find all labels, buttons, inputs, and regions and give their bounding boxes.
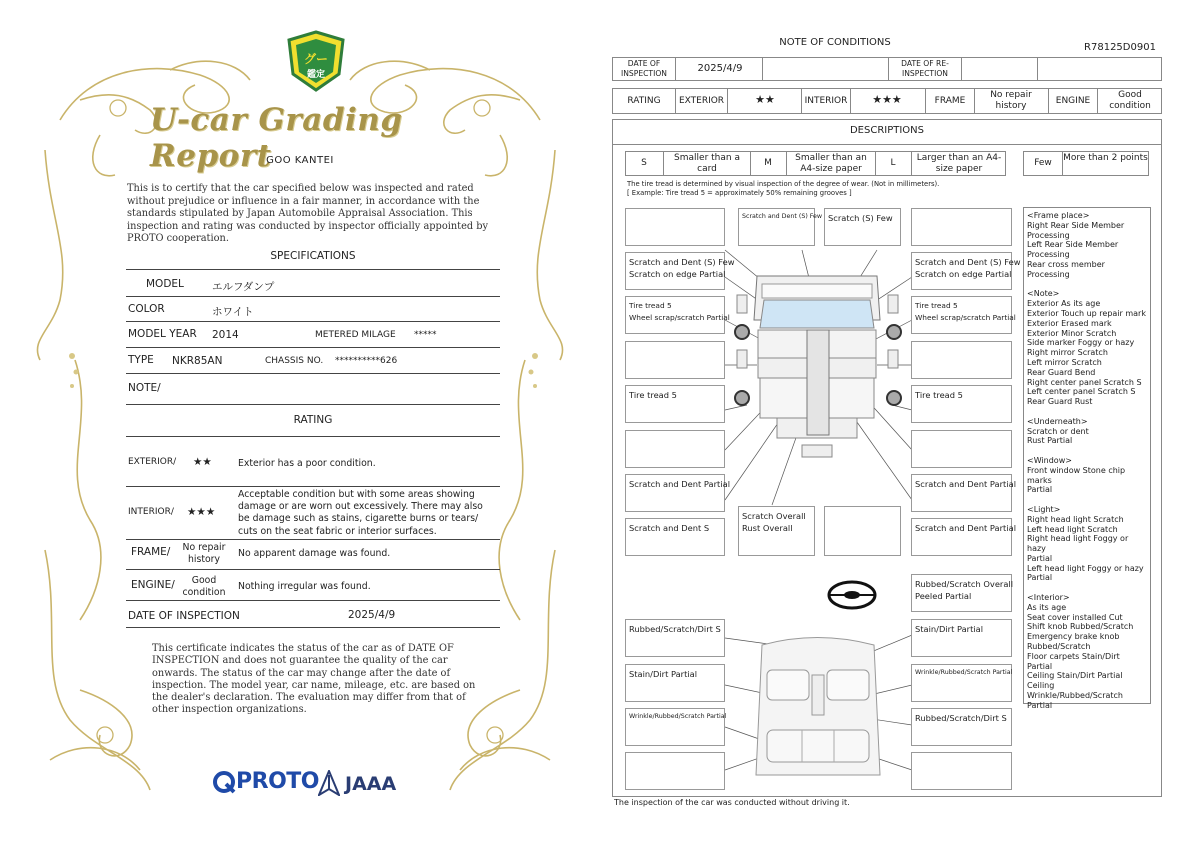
condition-box [625, 208, 725, 246]
notes-line: Rear Guard Bend [1027, 367, 1096, 377]
divider [126, 321, 500, 322]
condition-box: Scratch and Dent (S) Few Scratch on edge Partial [625, 252, 725, 290]
divider [126, 404, 500, 405]
notes-gap [1027, 583, 1147, 593]
interior-stars: ★★★ [187, 506, 216, 518]
model-label: MODEL [146, 278, 184, 290]
condition-box: Scratch (S) Few [824, 208, 901, 246]
notes-line: Scratch or dent [1027, 426, 1089, 436]
frame-label: FRAME [934, 96, 966, 106]
condition-box [625, 430, 725, 468]
certify-text: This is to certify that the car specified below was inspected and rated without prejudice or influence in a fair manner, in accordance with the standards stipulated by Japan Automobile Appraisal Association. This inspection and rating was conducted by inspector officially appointed by PROTO cooperation. [127, 183, 489, 245]
chassis-label: CHASSIS NO. [265, 356, 324, 366]
notes-line: Right head light Foggy or hazy [1027, 534, 1129, 554]
model-value: エルフダンプ [212, 281, 275, 293]
notes-line: Front window Stone chip marks [1027, 465, 1126, 485]
condition-box [625, 752, 725, 790]
condition-box: Wrinkle/Rubbed/Scratch Partial [625, 708, 725, 746]
notes-line: Floor carpets Stain/Dirt Partial [1027, 651, 1120, 671]
condition-box [911, 430, 1012, 468]
legend-few: Few [1034, 158, 1052, 168]
condition-box: Wrinkle/Rubbed/Scratch Partial [911, 664, 1012, 702]
legend-m-desc: Smaller than an A4-size paper [795, 153, 867, 174]
notes-line: Right center panel Scratch S [1027, 377, 1142, 387]
notes-line: Left Rear Side Member [1027, 240, 1119, 250]
notes-line: Left center panel Scratch S [1027, 387, 1136, 397]
notes-gap [1027, 407, 1147, 417]
notes-line: Exterior Minor Scratch [1027, 328, 1117, 338]
date-inspection-value: 2025/4/9 [697, 63, 743, 74]
notes-gap [1027, 495, 1147, 505]
exterior-label: EXTERIOR [678, 96, 725, 106]
condition-box: Rubbed/Scratch/Dirt S [625, 619, 725, 657]
notes-line: Wrinkle/Rubbed/Scratch [1027, 691, 1123, 701]
report-subtitle: GOO KANTEI [266, 155, 334, 166]
condition-box: Scratch and Dent S [625, 518, 725, 556]
legend-s-desc: Smaller than a card [674, 153, 740, 174]
condition-box [911, 752, 1012, 790]
jaaa-logo-text: JAAA [345, 773, 397, 795]
divider [126, 600, 500, 601]
condition-box: Rubbed/Scratch Overall Peeled Partial [911, 574, 1012, 612]
engine-value: Good condition [182, 575, 226, 599]
date-reinspection-label: DATE OF RE-INSPECTION [901, 59, 949, 78]
notes-line: Partial [1027, 485, 1053, 495]
date-of-inspection-label: DATE OF INSPECTION [128, 610, 240, 622]
metered-milage-value: ***** [414, 330, 437, 340]
engine-value: Good condition [1109, 90, 1151, 111]
divider [126, 373, 500, 374]
interior-label: INTERIOR/ [128, 507, 174, 517]
condition-box: Scratch and Dent (S) Few Scratch on edge Partial [911, 252, 1012, 290]
notes-line: Emergency brake knob [1027, 632, 1120, 642]
notes-line: Shift knob Rubbed/Scratch [1027, 622, 1134, 632]
proto-logo-icon [212, 770, 236, 794]
interior-label: INTERIOR [804, 96, 848, 106]
divider [126, 569, 500, 570]
exterior-stars: ★★ [755, 93, 775, 106]
notes-line: <Frame place> [1027, 211, 1090, 220]
notes-line: Partial [1027, 573, 1053, 583]
model-year-label: MODEL YEAR [128, 328, 197, 340]
notes-line: Partial [1027, 700, 1053, 710]
notes-line: Right head light Scratch [1027, 514, 1124, 524]
notes-line: <Light> [1027, 504, 1061, 514]
notes-line: Right Rear Side Member [1027, 220, 1125, 230]
condition-box: Tire tread 5 Wheel scrap/scratch Partial [911, 296, 1012, 334]
date-of-inspection-value: 2025/4/9 [348, 609, 396, 621]
steering-wheel-icon [826, 579, 878, 611]
divider [126, 627, 500, 628]
frame-value: No repair history [182, 542, 226, 566]
condition-box: Tire tread 5 [911, 385, 1012, 423]
tire-note-2: [ Example: Tire tread 5 = approximately 50% remaining grooves ] [627, 189, 852, 197]
divider [126, 539, 500, 540]
condition-notes-list [1023, 207, 1151, 710]
notes-line: Rust Partial [1027, 436, 1073, 446]
date-inspection-label: DATE OF INSPECTION [621, 59, 667, 78]
inspection-footer-note: The inspection of the car was conducted without driving it. [614, 798, 850, 807]
tire-note-1: The tire tread is determined by visual inspection of the degree of wear. (Not in millimeters). [627, 180, 940, 188]
frame-value: No repair history [990, 90, 1032, 111]
notes-line: Left mirror Scratch [1027, 357, 1102, 367]
engine-label: ENGINE/ [131, 579, 175, 591]
condition-box [625, 341, 725, 379]
model-year-value: 2014 [212, 329, 239, 341]
rating-heading: RATING [293, 414, 333, 426]
condition-box: Scratch Overall Rust Overall [738, 506, 815, 556]
exterior-stars: ★★ [193, 456, 212, 468]
goo-kantei-badge-icon [285, 30, 347, 92]
notes-line: Side marker Foggy or hazy [1027, 338, 1135, 348]
divider [126, 436, 500, 437]
engine-desc: Nothing irregular was found. [238, 581, 371, 592]
specifications-heading: SPECIFICATIONS [270, 250, 356, 262]
condition-box: Scratch and Dent Partial [911, 518, 1012, 556]
notes-line: As its age [1027, 602, 1067, 612]
notes-line: Ceiling Stain/Dirt Partial [1027, 671, 1123, 681]
jaaa-logo-icon [318, 770, 340, 796]
chassis-value: **********626 [335, 356, 398, 366]
notes-line: Exterior Erased mark [1027, 318, 1112, 328]
svg-text:鑑定: 鑑定 [306, 70, 326, 80]
notes-line: Rear Guard Rust [1027, 397, 1093, 407]
certificate-footnote: This certificate indicates the status of the car as of DATE OF INSPECTION and does not guarantee the quality of the car onwards. The status of the car may change after the date of inspection. The model year, car name, mileage, etc. are based on the dealer's declaration. The evaluation may differ from that of other inspection organizations. [152, 643, 476, 716]
exterior-desc: Exterior has a poor condition. [238, 458, 376, 469]
condition-box [911, 208, 1012, 246]
report-title: U-car Grading Report [150, 102, 403, 174]
notes-line: Ceiling [1027, 681, 1055, 691]
frame-desc: No apparent damage was found. [238, 548, 391, 559]
color-value: ホワイト [212, 306, 254, 318]
reference-number: R78125D0901 [1084, 42, 1156, 53]
notes-line: <Interior> [1027, 593, 1070, 603]
interior-desc: Acceptable condition but with some areas showing damage or are worn out excessively. There may also be damage such as stains, cigarette burns or tears/ cuts on the seat fabric or interior surfaces. [238, 489, 483, 537]
note-label: NOTE/ [128, 382, 161, 394]
descriptions-heading: DESCRIPTIONS [849, 125, 925, 136]
legend-few-desc: More than 2 points [1063, 153, 1148, 163]
legend-l: L [890, 158, 896, 168]
notes-line: Rear cross member Processing [1027, 259, 1105, 279]
color-label: COLOR [128, 303, 165, 315]
divider [126, 296, 500, 297]
sheet-title: NOTE OF CONDITIONS [779, 37, 891, 48]
condition-box: Tire tread 5 [625, 385, 725, 423]
proto-logo-text: PROTO [236, 769, 319, 794]
frame-label: FRAME/ [131, 546, 171, 558]
notes-line: Seat cover installed Cut [1027, 612, 1123, 622]
divider [126, 486, 500, 487]
rating-label: RATING [627, 96, 661, 106]
svg-text:グー: グー [303, 52, 329, 66]
condition-box: Scratch and Dent Partial [911, 474, 1012, 512]
notes-line: Exterior As its age [1027, 299, 1101, 309]
condition-box: Tire tread 5 Wheel scrap/scratch Partial [625, 296, 725, 334]
notes-line: Left head light Foggy or hazy [1027, 563, 1144, 573]
engine-label: ENGINE [1055, 96, 1091, 106]
notes-line: Right mirror Scratch [1027, 348, 1108, 358]
metered-milage-label: METERED MILAGE [315, 330, 396, 340]
exterior-label: EXTERIOR/ [128, 457, 177, 467]
legend-m: M [764, 158, 772, 168]
condition-box: Stain/Dirt Partial [625, 664, 725, 702]
condition-box: Rubbed/Scratch/Dirt S [911, 708, 1012, 746]
condition-box: Stain/Dirt Partial [911, 619, 1012, 657]
interior-stars: ★★★ [872, 93, 902, 106]
notes-line: Exterior Touch up repair mark [1027, 308, 1146, 318]
notes-line: <Note> [1027, 289, 1060, 299]
divider [126, 347, 500, 348]
condition-box: Scratch and Dent (S) Few [738, 208, 815, 246]
notes-line: Processing [1027, 230, 1070, 240]
condition-box: Scratch and Dent Partial [625, 474, 725, 512]
notes-line: Left head light Scratch [1027, 524, 1118, 534]
notes-line: <Window> [1027, 455, 1072, 465]
notes-gap [1027, 280, 1147, 290]
type-value: NKR85AN [172, 355, 223, 367]
notes-line: Rubbed/Scratch [1027, 642, 1091, 652]
notes-line: Partial [1027, 553, 1053, 563]
notes-line: Processing [1027, 250, 1070, 260]
notes-gap [1027, 446, 1147, 456]
condition-box [824, 506, 901, 556]
legend-l-desc: Larger than an A4-size paper [916, 153, 1002, 174]
divider [126, 269, 500, 270]
legend-s: S [641, 158, 647, 168]
notes-line: <Underneath> [1027, 416, 1088, 426]
condition-box [911, 341, 1012, 379]
type-label: TYPE [128, 354, 154, 366]
